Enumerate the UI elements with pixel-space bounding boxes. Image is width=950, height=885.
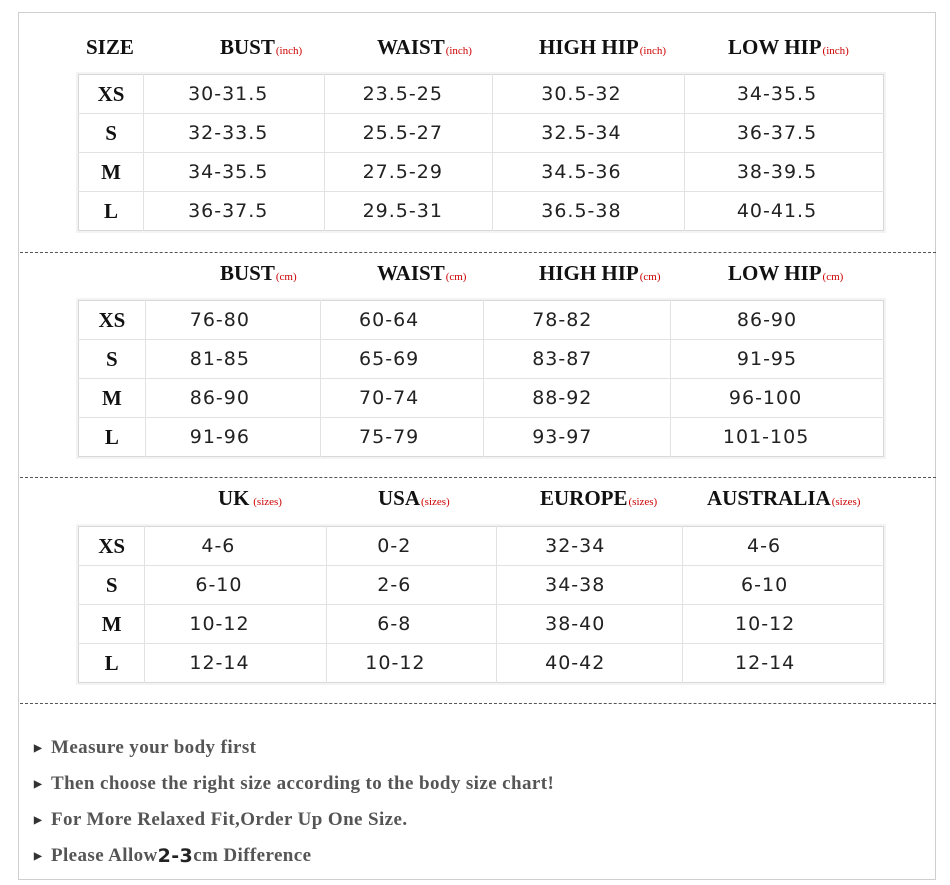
note-item <box>34 802 554 838</box>
triangle-right-icon: ▶ <box>34 814 43 826</box>
table-row <box>79 301 884 340</box>
uk-value: 10-12 <box>145 605 327 644</box>
bust-value: 86-90 <box>145 379 320 418</box>
size-label: M <box>79 605 145 644</box>
low-hip-value: 91-95 <box>670 340 883 379</box>
table-row <box>79 644 884 683</box>
bust-value: 81-85 <box>145 340 320 379</box>
size-label: XS <box>79 527 145 566</box>
uk-value: 6-10 <box>145 566 327 605</box>
europe-value: 38-40 <box>497 605 683 644</box>
section-divider <box>20 477 936 478</box>
size-label: S <box>79 114 144 153</box>
bust-value: 36-37.5 <box>144 192 325 231</box>
table-row <box>79 527 884 566</box>
size-label: M <box>79 153 144 192</box>
international-size-table <box>78 526 884 683</box>
low-hip-value: 34-35.5 <box>684 75 883 114</box>
note-text: Measure your body first <box>51 737 257 758</box>
high-hip-value: 88-92 <box>484 379 671 418</box>
header-row-inch <box>18 35 936 65</box>
triangle-right-icon: ▶ <box>34 850 43 862</box>
table-row <box>79 379 884 418</box>
header-bust-inch: BUST(inch) <box>220 35 303 59</box>
header-australia: AUSTRALIA(sizes) <box>707 486 861 510</box>
header-high-hip-inch: HIGH HIP(inch) <box>539 35 667 59</box>
australia-value: 4-6 <box>683 527 884 566</box>
high-hip-value: 36.5-38 <box>493 192 685 231</box>
usa-value: 10-12 <box>327 644 497 683</box>
header-europe: EUROPE(sizes) <box>540 486 658 510</box>
waist-value: 70-74 <box>321 379 484 418</box>
note-item <box>34 730 554 766</box>
high-hip-value: 83-87 <box>484 340 671 379</box>
usa-value: 2-6 <box>327 566 497 605</box>
uk-value: 4-6 <box>145 527 327 566</box>
australia-value: 10-12 <box>683 605 884 644</box>
uk-value: 12-14 <box>145 644 327 683</box>
note-item <box>34 766 554 802</box>
note-item <box>34 838 554 874</box>
size-label: M <box>79 379 146 418</box>
europe-value: 32-34 <box>497 527 683 566</box>
triangle-right-icon: ▶ <box>34 742 43 754</box>
size-notes <box>34 730 554 874</box>
waist-value: 60-64 <box>321 301 484 340</box>
waist-value: 75-79 <box>321 418 484 457</box>
low-hip-value: 96-100 <box>670 379 883 418</box>
note-highlight: 2-3 <box>157 845 194 867</box>
usa-value: 0-2 <box>327 527 497 566</box>
table-row <box>79 418 884 457</box>
table-row <box>79 75 884 114</box>
header-uk: UK (sizes) <box>218 486 282 510</box>
note-text: Then choose the right size according to the body size chart! <box>51 773 555 794</box>
high-hip-value: 78-82 <box>484 301 671 340</box>
size-label: L <box>79 418 146 457</box>
size-label: XS <box>79 301 146 340</box>
header-row-cm <box>18 261 936 291</box>
header-row-sizes <box>18 486 936 516</box>
bust-value: 32-33.5 <box>144 114 325 153</box>
section-divider <box>20 252 936 253</box>
high-hip-value: 93-97 <box>484 418 671 457</box>
waist-value: 65-69 <box>321 340 484 379</box>
note-text-after: cm Difference <box>193 845 312 866</box>
note-text: For More Relaxed Fit,Order Up One Size. <box>51 809 408 830</box>
australia-value: 6-10 <box>683 566 884 605</box>
low-hip-value: 101-105 <box>722 426 810 448</box>
size-label: L <box>79 192 144 231</box>
header-high-hip-cm: HIGH HIP(cm) <box>539 261 661 285</box>
header-bust-cm: BUST(cm) <box>220 261 297 285</box>
table-row <box>79 114 884 153</box>
bust-value: 91-96 <box>145 418 320 457</box>
low-hip-value: 40-41.5 <box>736 200 818 222</box>
usa-value: 6-8 <box>327 605 497 644</box>
bust-value: 76-80 <box>145 301 320 340</box>
cm-size-table <box>78 300 884 457</box>
low-hip-value: 38-39.5 <box>684 153 883 192</box>
high-hip-value: 30.5-32 <box>493 75 685 114</box>
header-low-hip-inch: LOW HIP(inch) <box>728 35 849 59</box>
high-hip-value: 32.5-34 <box>493 114 685 153</box>
header-size: SIZE <box>86 35 134 59</box>
size-label: S <box>79 340 146 379</box>
low-hip-value: 36-37.5 <box>684 114 883 153</box>
waist-value: 23.5-25 <box>324 75 493 114</box>
waist-value: 27.5-29 <box>324 153 493 192</box>
bust-value: 30-31.5 <box>144 75 325 114</box>
table-row <box>79 192 884 231</box>
triangle-right-icon: ▶ <box>34 778 43 790</box>
europe-value: 34-38 <box>497 566 683 605</box>
size-label: XS <box>79 75 144 114</box>
waist-value: 29.5-31 <box>324 192 493 231</box>
header-waist-cm: WAIST(cm) <box>377 261 467 285</box>
inch-size-table <box>78 74 884 231</box>
size-label: S <box>79 566 145 605</box>
table-row <box>79 605 884 644</box>
bust-value: 34-35.5 <box>144 153 325 192</box>
table-row <box>79 340 884 379</box>
high-hip-value: 34.5-36 <box>493 153 685 192</box>
header-usa: USA(sizes) <box>378 486 450 510</box>
europe-value: 40-42 <box>497 644 683 683</box>
table-row <box>79 153 884 192</box>
header-low-hip-cm: LOW HIP(cm) <box>728 261 844 285</box>
size-label: L <box>79 644 145 683</box>
section-divider <box>20 703 936 704</box>
australia-value: 12-14 <box>735 652 796 674</box>
table-row <box>79 566 884 605</box>
header-waist-inch: WAIST(inch) <box>377 35 472 59</box>
low-hip-value: 86-90 <box>670 301 883 340</box>
note-text-before: Please Allow <box>51 845 158 866</box>
waist-value: 25.5-27 <box>324 114 493 153</box>
